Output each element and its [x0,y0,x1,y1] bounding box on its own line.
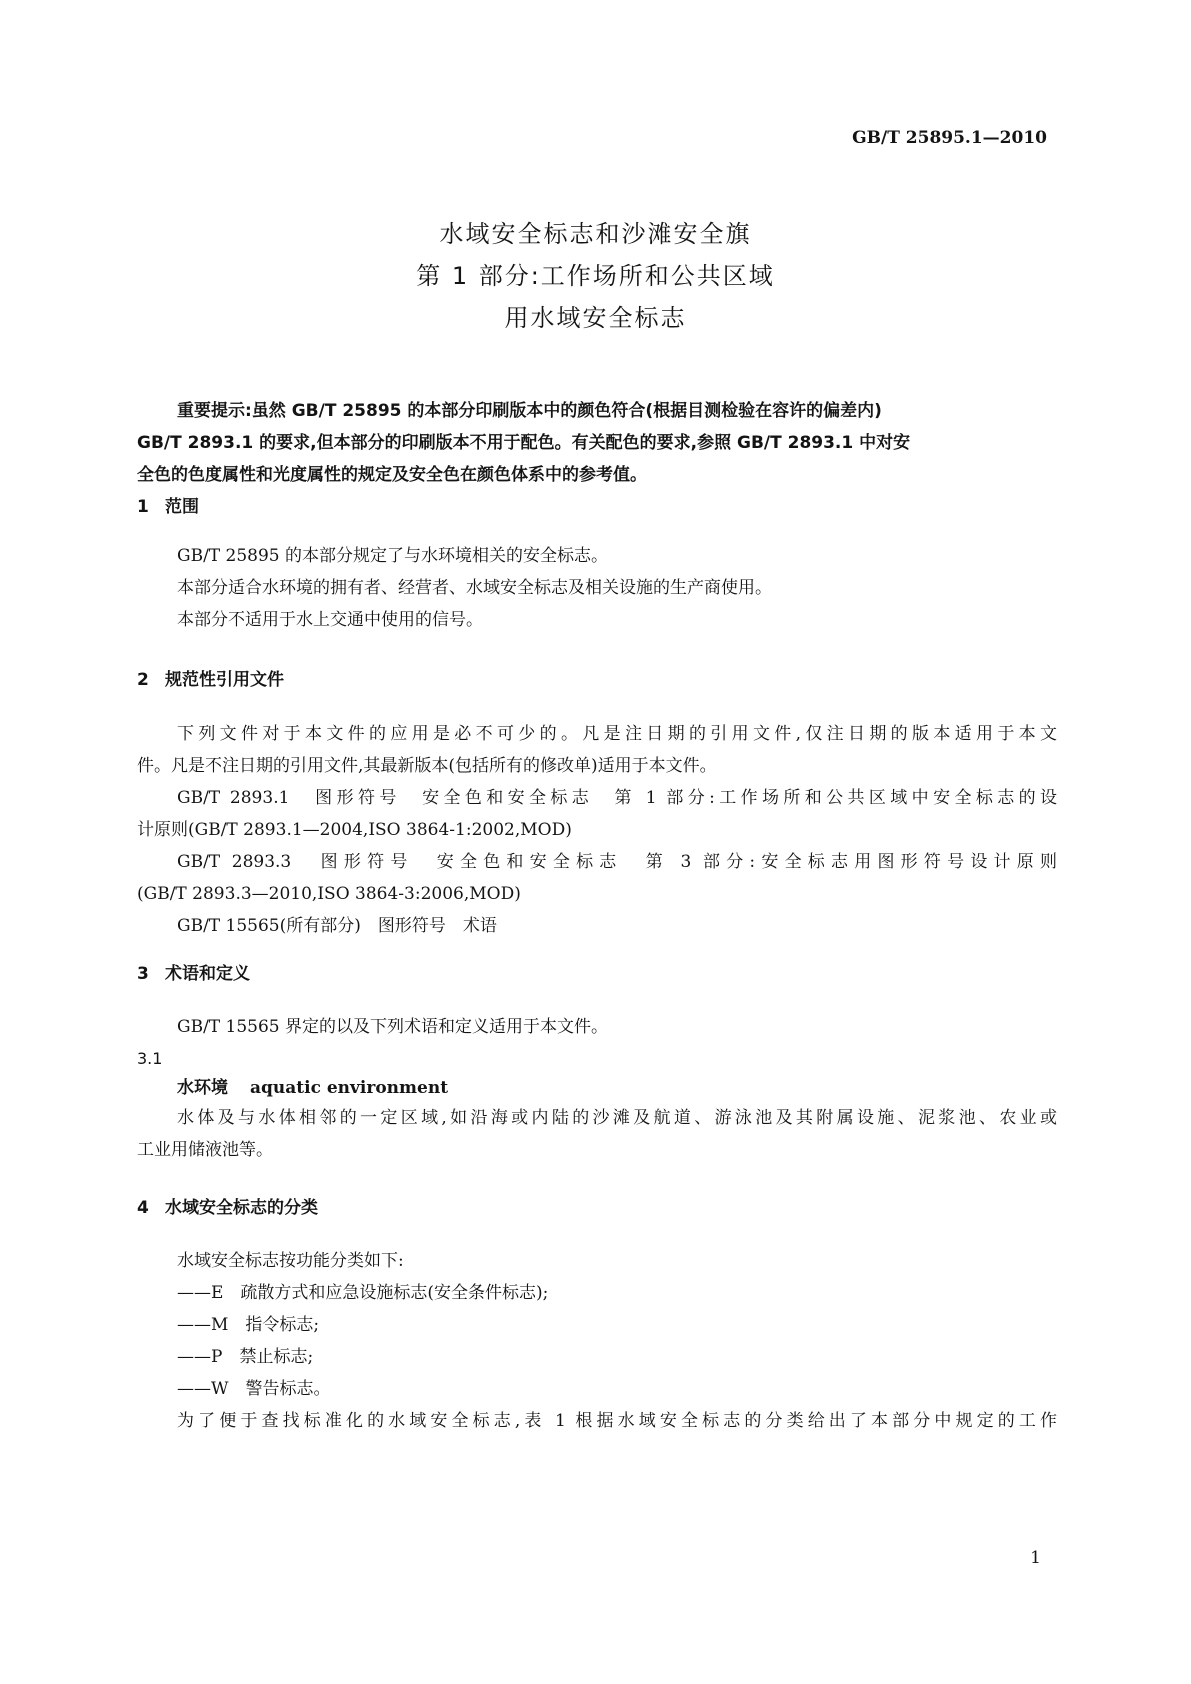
term-number: 3.1 [137,1049,163,1068]
section-3-heading [137,959,250,984]
term-english: aquatic environment [250,1078,449,1098]
list-item-p: ——P 禁止标志; [177,1347,314,1367]
section-4-intro: 水域安全标志按功能分类如下: [177,1251,404,1271]
reference-1-line-1: GB/T 2893.1 图形符号 安全色和安全标志 第 1 部分:工作场所和公共区域中安全标志的设 [177,788,1057,808]
section-2-intro-line-2: 件。凡是不注日期的引用文件,其最新版本(包括所有的修改单)适用于本文件。 [137,756,717,776]
reference-2-line-1: GB/T 2893.3 图形符号 安全色和安全标志 第 3 部分:安全标志用图形符号设计原则 [177,852,1057,872]
section-4-last-line: 为了便于查找标准化的水域安全标志,表 1 根据水域安全标志的分类给出了本部分中规定的工作 [177,1411,1057,1431]
section-2-title: 规范性引用文件 [165,670,284,690]
notice-line-3: 全色的色度属性和光度属性的规定及安全色在颜色体系中的参考值。 [137,465,647,485]
section-4-body [137,1245,1057,1437]
section-1-body [137,540,1057,636]
section-1-para-1: GB/T 25895 的本部分规定了与水环境相关的安全标志。 [177,546,609,566]
section-3-intro-block [137,1011,1057,1043]
notice-line-1: 重要提示:虽然 GB/T 25895 的本部分印刷版本中的颜色符合(根据目测检验在容许的偏差内) [177,401,882,421]
section-4-title: 水域安全标志的分类 [165,1198,318,1218]
section-2-number: 2 [137,670,149,690]
section-1-para-2: 本部分适合水环境的拥有者、经营者、水域安全标志及相关设施的生产商使用。 [177,578,772,598]
list-item-e: ——E 疏散方式和应急设施标志(安全条件标志); [177,1283,549,1303]
definition-line-1: 水体及与水体相邻的一定区域,如沿海或内陆的沙滩及航道、游泳池及其附属设施、泥浆池、农业或 [177,1108,1057,1128]
reference-1-line-2: 计原则(GB/T 2893.1—2004,ISO 3864-1:2002,MOD) [137,820,572,840]
section-1-number: 1 [137,497,149,517]
section-3-title: 术语和定义 [165,964,250,984]
standard-code: GB/T 25895.1—2010 [852,128,1047,148]
page-number: 1 [1030,1548,1041,1568]
section-2-intro-line-1: 下列文件对于本文件的应用是必不可少的。凡是注日期的引用文件,仅注日期的版本适用于本文 [177,724,1057,744]
section-4-heading [137,1193,318,1218]
section-3-intro: GB/T 15565 界定的以及下列术语和定义适用于本文件。 [177,1017,609,1037]
notice-line-2: GB/T 2893.1 的要求,但本部分的印刷版本不用于配色。有关配色的要求,参照 GB/T 2893.1 中对安 [137,433,911,453]
section-3-number: 3 [137,964,149,984]
important-notice [137,395,1057,491]
term-definition [137,1102,1057,1166]
section-1-title: 范围 [165,497,199,517]
list-item-m: ——M 指令标志; [177,1315,320,1335]
definition-line-2: 工业用储液池等。 [137,1140,273,1160]
term-number-block [137,1043,1057,1075]
section-4-number: 4 [137,1198,149,1218]
section-1-para-3: 本部分不适用于水上交通中使用的信号。 [177,610,483,630]
reference-3: GB/T 15565(所有部分) 图形符号 术语 [177,916,497,936]
section-2-body [137,718,1057,942]
section-2-heading [137,665,284,690]
term-heading [137,1072,1057,1104]
list-item-w: ——W 警告标志。 [177,1379,331,1399]
term-chinese: 水环境 [177,1078,228,1098]
reference-2-line-2: (GB/T 2893.3—2010,ISO 3864-3:2006,MOD) [137,884,521,904]
title-line-3: 用水域安全标志 [504,304,687,332]
title-line-2: 第 1 部分:工作场所和公共区域 [416,262,775,290]
section-1-heading [137,492,199,517]
title-line-1: 水域安全标志和沙滩安全旗 [439,220,752,248]
